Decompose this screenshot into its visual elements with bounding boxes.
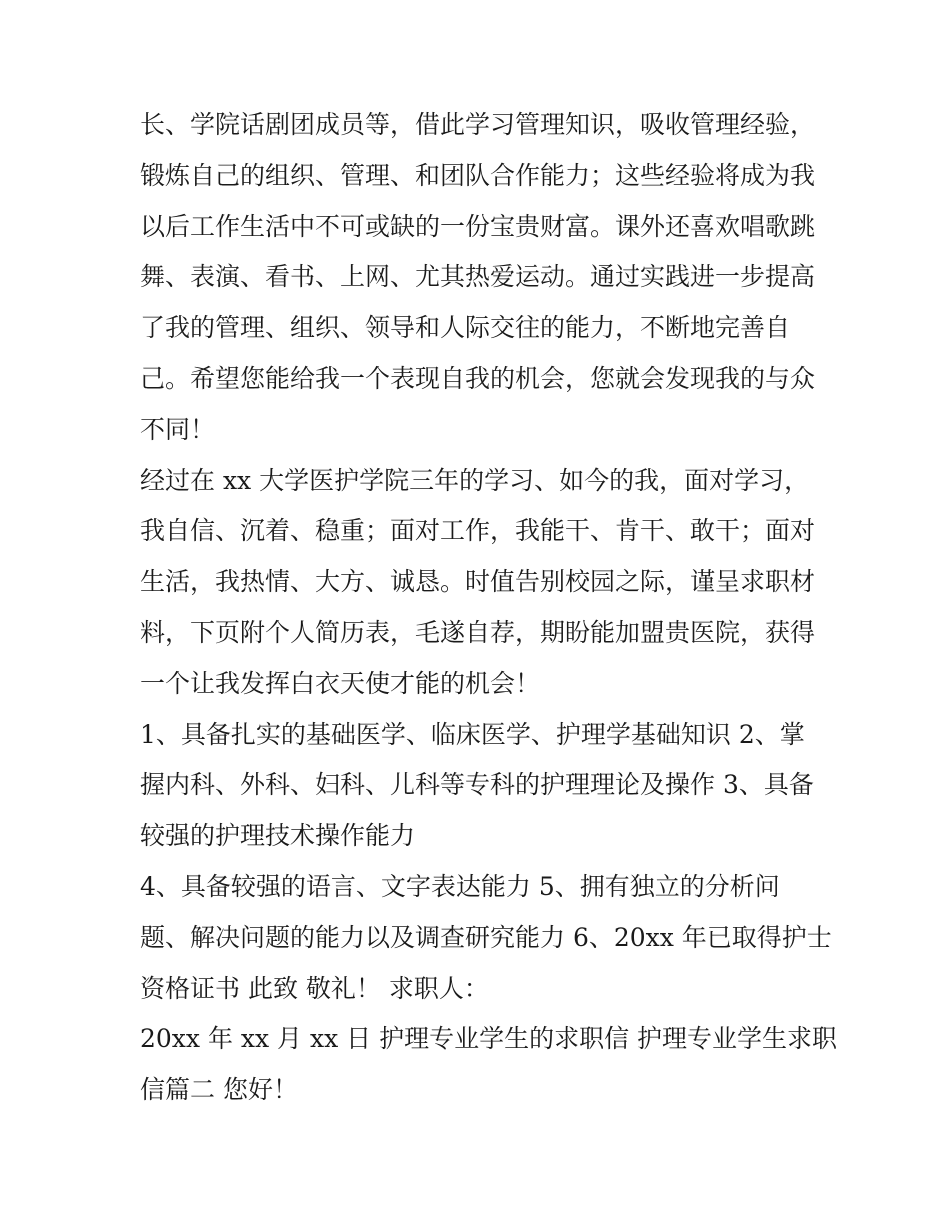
text-line: 生活，我热情、大方、诚恳。时值告别校园之际，谨呈求职材 [140, 567, 816, 597]
text-line: 了我的管理、组织、领导和人际交往的能力，不断地完善自 [140, 313, 791, 343]
text-line: 料，下页附个人简历表，毛遂自荐，期盼能加盟贵医院，获得 [140, 617, 816, 647]
text-line: 资格证书 此致 敬礼！ 求职人： [140, 973, 489, 1003]
text-line: 较强的护理技术操作能力 [140, 821, 416, 851]
document-body [140, 100, 838, 1116]
text-line: 锻炼自己的组织、管理、和团队合作能力；这些经验将成为我 [140, 160, 816, 190]
text-line: 经过在 xx 大学医护学院三年的学习、如今的我，面对学习， [140, 465, 810, 495]
text-line: 信篇二 您好！ [140, 1075, 298, 1105]
text-line: 己。希望您能给我一个表现自我的机会，您就会发现我的与众 [140, 363, 816, 393]
text-line: 握内科、外科、妇科、儿科等专科的护理理论及操作 3、具备 [140, 770, 814, 800]
text-line: 长、学院话剧团成员等，借此学习管理知识，吸收管理经验， [140, 110, 816, 139]
text-line: 题、解决问题的能力以及调查研究能力 6、20xx 年已取得护士 [140, 922, 832, 952]
text-line: 舞、表演、看书、上网、尤其热爱运动。通过实践进一步提高 [140, 262, 816, 292]
text-line: 我自信、沉着、稳重；面对工作，我能干、肯干、敢干；面对 [140, 516, 816, 546]
text-line: 不同！ [140, 414, 216, 444]
text-line: 以后工作生活中不可或缺的一份宝贵财富。课外还喜欢唱歌跳 [140, 211, 816, 241]
text-line: 20xx 年 xx 月 xx 日 护理专业学生的求职信 护理专业学生求职 [140, 1024, 838, 1054]
text-line: 一个让我发挥白衣天使才能的机会！ [140, 668, 541, 698]
text-line: 1、具备扎实的基础医学、临床医学、护理学基础知识 2、掌 [140, 719, 805, 749]
text-line: 4、具备较强的语言、文字表达能力 5、拥有独立的分析问 [140, 871, 780, 901]
